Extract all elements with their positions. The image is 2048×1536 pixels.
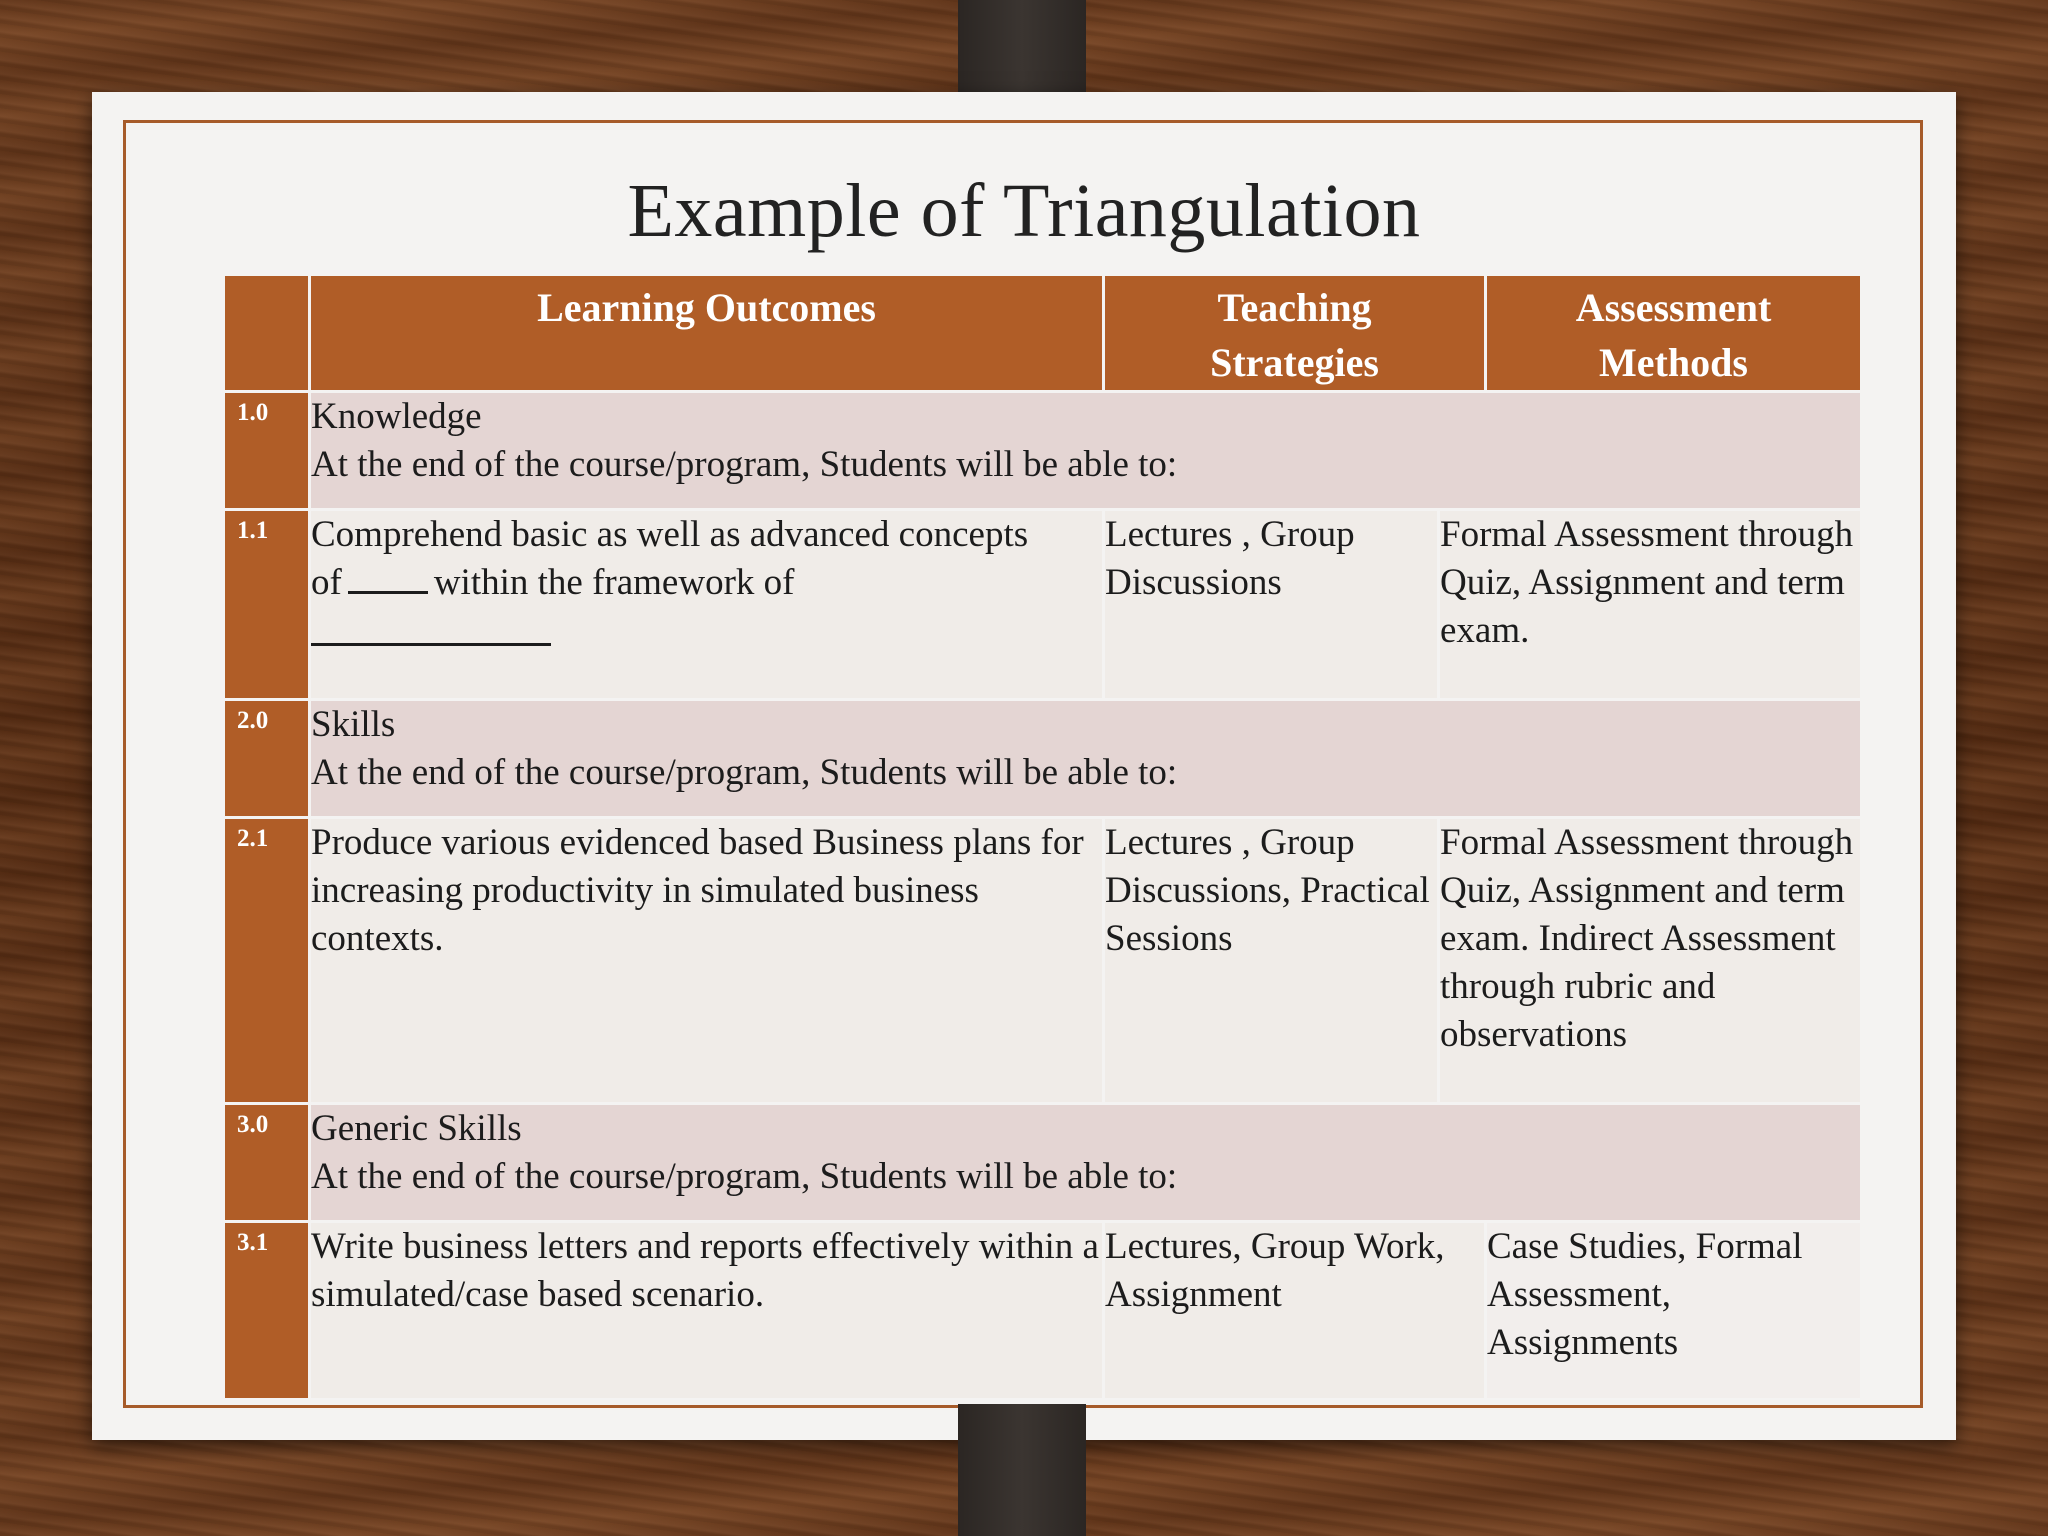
section-intro: At the end of the course/program, Students will be able to: — [311, 444, 1178, 485]
header-row — [224, 275, 1862, 392]
blank-line — [311, 607, 551, 646]
section-cell — [310, 700, 1862, 818]
section-cell — [310, 1104, 1862, 1222]
slide-title: Example of Triangulation — [627, 169, 1421, 253]
table-row — [224, 510, 1862, 700]
strap-bottom — [958, 1404, 1086, 1536]
header-num — [224, 275, 310, 392]
table-row — [224, 1222, 1862, 1400]
blank-line — [348, 563, 428, 594]
outcome-text: within the framework of — [433, 562, 795, 603]
section-name: Generic Skills — [311, 1108, 522, 1149]
section-intro: At the end of the course/program, Students will be able to: — [311, 752, 1178, 793]
assessment-cell: Formal Assessment through Quiz, Assignment and term exam. Indirect Assessment through rubric and observations — [1439, 818, 1862, 1104]
teaching-cell: Lectures , Group Discussions, Practical Sessions — [1104, 818, 1439, 1104]
section-row — [224, 700, 1862, 818]
teaching-cell: Lectures, Group Work, Assignment — [1104, 1222, 1486, 1400]
outcome-cell — [310, 510, 1104, 700]
triangulation-table — [222, 273, 1863, 1401]
outcome-cell: Write business letters and reports effectively within a simulated/case based scenario. — [310, 1222, 1104, 1400]
assessment-cell: Case Studies, Formal Assessment, Assignments — [1486, 1222, 1862, 1400]
section-number: 2.0 — [224, 700, 310, 818]
assessment-cell: Formal Assessment through Quiz, Assignment and term exam. — [1439, 510, 1862, 700]
section-intro: At the end of the course/program, Students will be able to: — [311, 1156, 1178, 1197]
header-teaching-strategies: Teaching Strategies — [1104, 275, 1486, 392]
header-learning-outcomes: Learning Outcomes — [310, 275, 1104, 392]
section-name: Knowledge — [311, 396, 482, 437]
header-assessment-methods: Assessment Methods — [1486, 275, 1862, 392]
teaching-cell: Lectures , Group Discussions — [1104, 510, 1439, 700]
section-name: Skills — [311, 704, 396, 745]
section-number: 1.0 — [224, 392, 310, 510]
row-number: 1.1 — [224, 510, 310, 700]
outcome-cell: Produce various evidenced based Business plans for increasing productivity in simulated business contexts. — [310, 818, 1104, 1104]
section-row — [224, 1104, 1862, 1222]
outcome-text: Comprehend basic as well as advanced concepts — [311, 514, 1029, 555]
row-number: 3.1 — [224, 1222, 310, 1400]
section-number: 3.0 — [224, 1104, 310, 1222]
table-row — [224, 818, 1862, 1104]
section-row — [224, 392, 1862, 510]
row-number: 2.1 — [224, 818, 310, 1104]
section-cell — [310, 392, 1862, 510]
outcome-text: of — [311, 562, 342, 603]
